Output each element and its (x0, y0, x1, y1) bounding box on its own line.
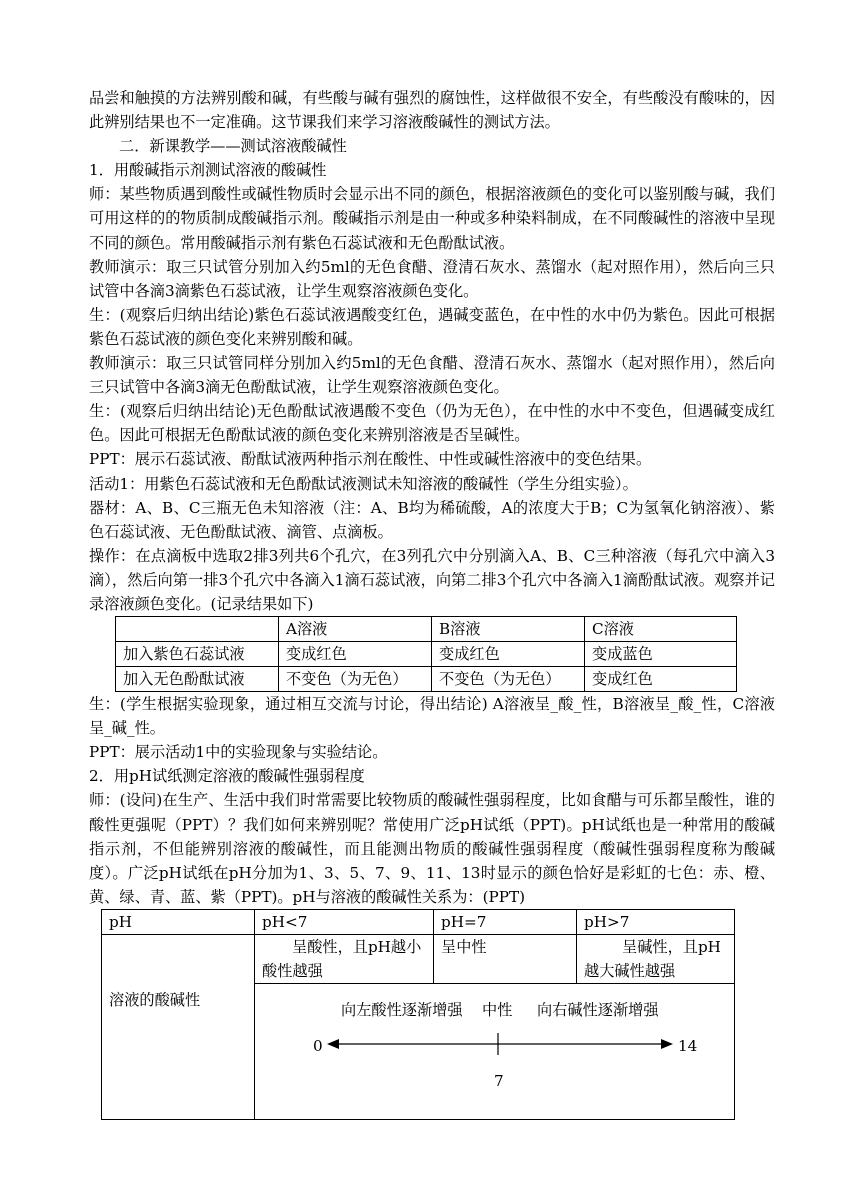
acid-description: 呈酸性，且pH越小酸性越强 (255, 934, 434, 983)
table-cell: pH=7 (434, 909, 577, 934)
table-cell: 不变色（为无色） (432, 667, 585, 692)
paragraph: 器材：A、B、C三瓶无色未知溶液（注：A、B均为稀硫酸，A的浓度大于B；C为氢氧化钠溶液）、紫色石蕊试液、无色酚酞试液、滴管、点滴板。 (89, 498, 775, 541)
table-cell: 变成蓝色 (585, 642, 737, 667)
axis-min-label: 0 (313, 1036, 323, 1055)
acid-direction-label: 向左酸性逐渐增强 (341, 1000, 463, 1019)
table-cell: 变成红色 (432, 642, 585, 667)
ph-axis-cell (255, 983, 735, 1119)
paragraph: 活动1：用紫色石蕊试液和无色酚酞试液测试未知溶液的酸碱性（学生分组实验）。 (89, 474, 638, 493)
ph-axis (255, 984, 734, 1119)
paragraph: 操作：在点滴板中选取2排3列共6个孔穴，在3列孔穴中分别滴入A、B、C三种溶液（每孔穴中滴入3滴），然后向第一排3个孔穴中各滴入1滴石蕊试液，向第二排3个孔穴中各滴入1滴酚酞试液。观察并记录溶液颜色变化。(记录结果如下) (89, 546, 775, 613)
row-label: 溶液的酸碱性 (102, 934, 255, 1119)
paragraph: 生：(学生根据实验现象，通过相互交流与讨论，得出结论) A溶液呈_酸_性，B溶液呈_酸_性，C溶液呈_碱_性。 (89, 695, 775, 738)
ph-relation-table (101, 909, 735, 1120)
subsection-heading: 2．用pH试纸测定溶液的酸碱性强弱程度 (89, 767, 365, 786)
paragraph: 生：(观察后归纳出结论)无色酚酞试液遇酸不变色（仍为无色），在中性的水中不变色，但遇碱变成红色。因此可根据无色酚酞试液的颜色变化来辨别溶液是否呈碱性。 (89, 402, 775, 445)
table-cell (116, 617, 279, 642)
paragraph: 生：(观察后归纳出结论)紫色石蕊试液遇酸变红色，遇碱变蓝色，在中性的水中仍为紫色。因此可根据紫色石蕊试液的颜色变化来辨别酸和碱。 (89, 305, 775, 348)
right-arrow-icon (661, 1039, 673, 1049)
table-cell: pH (102, 909, 255, 934)
paragraph: 教师演示：取三只试管同样分别加入约5ml的无色食醋、澄清石灰水、蒸馏水（起对照作用），然后向三只试管中各滴3滴无色酚酞试液，让学生观察溶液颜色变化。 (89, 354, 775, 397)
paragraph: PPT：展示石蕊试液、酚酞试液两种指示剂在酸性、中性或碱性溶液中的变色结果。 (89, 450, 652, 469)
table-row (116, 642, 737, 667)
paragraph: PPT：展示活动1中的实验现象与实验结论。 (89, 743, 388, 762)
axis-max-label: 14 (678, 1036, 698, 1055)
base-direction-label: 向右碱性逐渐增强 (537, 1000, 659, 1019)
table-header-row (102, 909, 735, 934)
left-arrow-icon (327, 1039, 339, 1049)
base-description: 呈碱性，且pH越大碱性越强 (577, 934, 735, 983)
table-row (116, 667, 737, 692)
table-cell: pH<7 (255, 909, 434, 934)
neutral-label: 中性 (482, 1000, 513, 1019)
paragraph: 师：(设问)在生产、生活中我们时常需要比较物质的酸碱性强弱程度，比如食醋与可乐都呈酸性，谁的酸性更强呢（PPT）？我们如何来辨别呢？常使用广泛pH试纸（PPT)。pH试纸也是一种常用的酸碱指示剂，不但能辨别溶液的酸碱性，而且能测出物质的酸碱性强弱程度（酸碱性强弱程度称为酸碱度）。广泛pH试纸在pH分加为1、3、5、7、9、11、13时显示的颜色恰好是彩虹的七色：赤、橙、黄、绿、青、蓝、紫（PPT)。pH与溶液的酸碱性关系为：(PPT) (89, 791, 775, 906)
neutral-description: 呈中性 (434, 934, 577, 983)
table-row (102, 934, 735, 983)
document-page (89, 86, 775, 1120)
table-cell: 变成红色 (279, 642, 432, 667)
paragraph: 师：某些物质遇到酸性或碱性物质时会显示出不同的颜色，根据溶液颜色的变化可以鉴别酸与碱，我们可用这样的的物质制成酸碱指示剂。酸碱指示剂是由一种或多种染料制成，在不同酸碱性的溶液中呈现不同的颜色。常用酸碱指示剂有紫色石蕊试液和无色酚酞试液。 (89, 185, 775, 252)
indicator-results-table (115, 616, 737, 692)
table-cell: 变成红色 (585, 667, 737, 692)
table-cell: 加入紫色石蕊试液 (116, 642, 279, 667)
table-cell: A溶液 (279, 617, 432, 642)
axis-mid-label: 7 (494, 1071, 504, 1090)
paragraph: 教师演示：取三只试管分别加入约5ml的无色食醋、澄清石灰水、蒸馏水（起对照作用），然后向三只试管中各滴3滴紫色石蕊试液，让学生观察溶液颜色变化。 (89, 257, 775, 300)
table-cell: 不变色（为无色） (279, 667, 432, 692)
table-cell: pH>7 (577, 909, 735, 934)
paragraph: 品尝和触摸的方法辨别酸和碱，有些酸与碱有强烈的腐蚀性，这样做很不安全，有些酸没有酸味的，因此辨别结果也不一定准确。这节课我们来学习溶液酸碱性的测试方法。 (89, 89, 775, 132)
table-cell: 加入无色酚酞试液 (116, 667, 279, 692)
table-header-row (116, 617, 737, 642)
section-heading: 二．新课教学——测试溶液酸碱性 (119, 137, 347, 156)
table-cell: B溶液 (432, 617, 585, 642)
table-cell: C溶液 (585, 617, 737, 642)
subsection-heading: 1．用酸碱指示剂测试溶液的酸碱性 (89, 161, 327, 180)
